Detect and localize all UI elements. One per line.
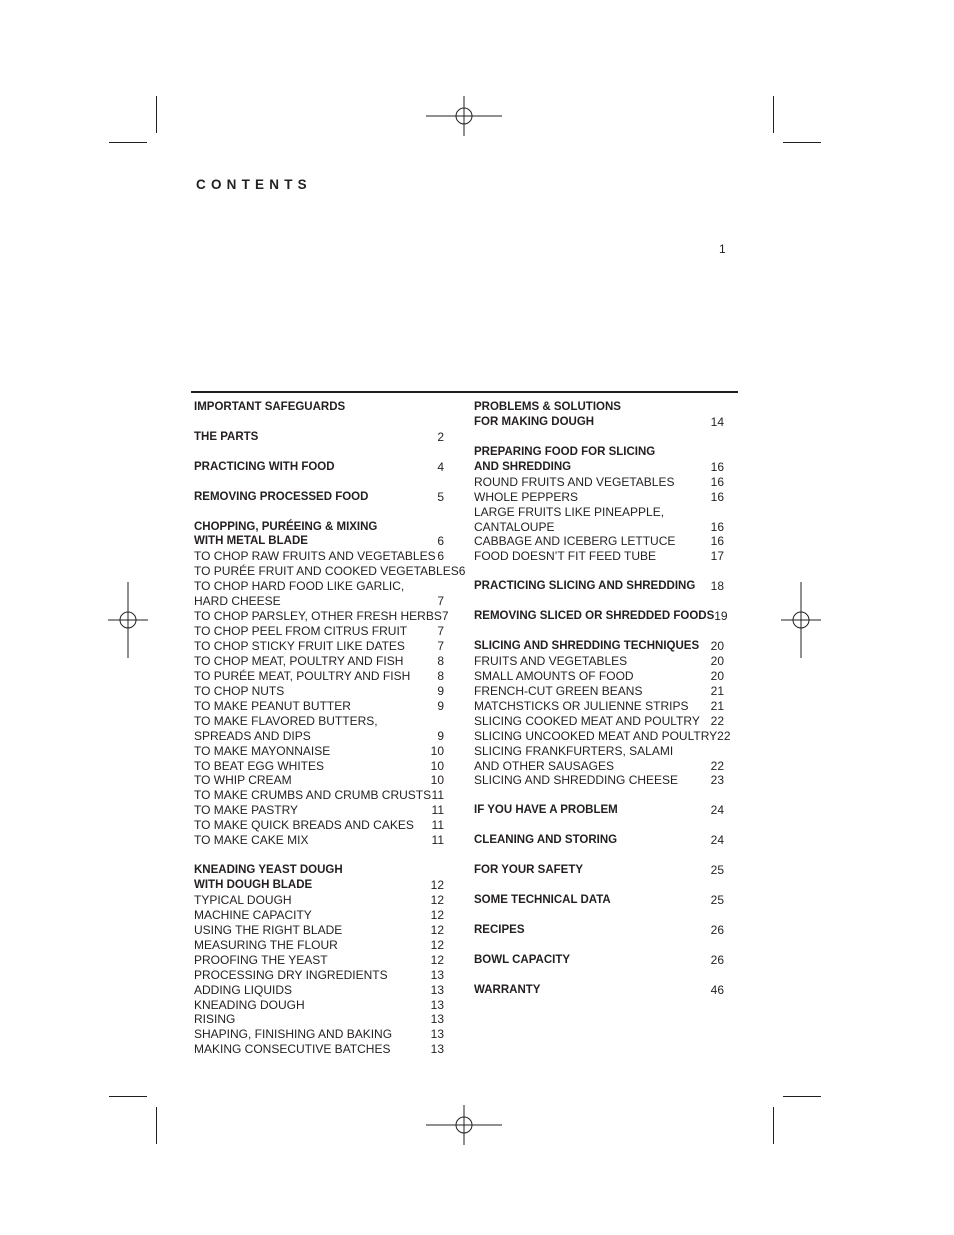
toc-entry (194, 564, 466, 579)
toc-entry (194, 714, 444, 729)
toc-entry (194, 549, 444, 564)
toc-entry (474, 534, 724, 549)
toc-entry (194, 639, 444, 654)
toc-entry-title: TO CHOP MEAT, POULTRY AND FISH (194, 653, 404, 668)
toc-entry-title: TO MAKE PASTRY (194, 803, 299, 818)
toc-entry-title: WHOLE PEPPERS (474, 489, 579, 504)
toc-entry-title: SOME TECHNICAL DATA (474, 893, 611, 906)
toc-entry-title: RISING (194, 1012, 236, 1027)
toc-entry-title: SLICING FRANKFURTERS, SALAMI (474, 743, 674, 758)
toc-entry-page: 24 (710, 803, 724, 818)
toc-entry-page: 12 (430, 952, 444, 967)
toc-entry-title: TO CHOP PARSLEY, OTHER FRESH HERBS (194, 609, 442, 624)
toc-entry (474, 699, 724, 714)
toc-entry (474, 490, 724, 505)
toc-entry (194, 953, 444, 968)
toc-entry (194, 609, 449, 624)
toc-entry-page: 5 (437, 489, 444, 504)
toc-entry-page: 10 (430, 773, 444, 788)
toc-entry-page: 26 (710, 952, 724, 967)
toc-entry-title: CABBAGE AND ICEBERG LETTUCE (474, 534, 676, 549)
toc-entry (194, 1042, 444, 1057)
toc-entry-title: FOR YOUR SAFETY (474, 864, 584, 877)
toc-entry-title: TO MAKE PEANUT BUTTER (194, 698, 351, 713)
toc-entry-page: 11 (431, 818, 444, 833)
toc-entry (474, 654, 724, 669)
page-title: CONTENTS (196, 177, 312, 192)
toc-entry-title: MATCHSTICKS OR JULIENNE STRIPS (474, 698, 689, 713)
toc-entry-title: MEASURING THE FLOUR (194, 937, 338, 952)
crop-mark-bottom-right-h (783, 1096, 821, 1097)
toc-entry (474, 893, 724, 908)
toc-entry-title: RECIPES (474, 923, 525, 936)
toc-entry (474, 714, 724, 729)
toc-entry-title: CLEANING AND STORING (474, 834, 618, 847)
toc-entry (474, 400, 724, 415)
toc-entry-title: TO MAKE FLAVORED BUTTERS, (194, 713, 378, 728)
toc-entry-page: 26 (710, 922, 724, 937)
toc-entry-page: 10 (430, 758, 444, 773)
toc-entry-page: 10 (430, 743, 444, 758)
toc-entry (194, 983, 444, 998)
toc-entry (474, 520, 724, 535)
toc-entry (474, 863, 724, 878)
toc-entry-title: CHOPPING, PURÉEING & MIXING (194, 520, 378, 533)
toc-entry-page: 11 (431, 788, 444, 803)
toc-entry (194, 773, 444, 788)
toc-entry-page: 20 (710, 639, 724, 653)
toc-entry-title: SMALL AMOUNTS OF FOOD (474, 668, 634, 683)
toc-entry-page: 13 (430, 997, 444, 1012)
toc-entry (474, 549, 724, 564)
toc-entry (194, 594, 444, 609)
toc-entry-title: TO CHOP STICKY FRUIT LIKE DATES (194, 639, 405, 653)
toc-entry-title: PREPARING FOOD FOR SLICING (474, 445, 656, 458)
toc-entry (474, 833, 724, 848)
toc-entry (194, 968, 444, 983)
toc-entry (474, 953, 724, 968)
toc-entry (474, 445, 724, 460)
toc-entry-title: HARD CHEESE (194, 594, 281, 609)
toc-entry-page: 6 (437, 549, 444, 564)
registration-mark-bottom-icon (426, 1105, 502, 1145)
toc-entry-title: MAKING CONSECUTIVE BATCHES (194, 1042, 391, 1057)
toc-entry-title: TO CHOP NUTS (194, 683, 285, 698)
toc-entry-title: PRACTICING WITH FOOD (194, 460, 335, 473)
toc-entry (194, 893, 444, 908)
toc-entry-title: CANTALOUPE (474, 519, 555, 534)
toc-entry-page: 7 (437, 594, 444, 609)
divider-rule (191, 391, 738, 393)
toc-entry-page: 16 (710, 459, 724, 474)
toc-entry-title: SPREADS AND DIPS (194, 728, 311, 743)
toc-entry-page: 21 (710, 683, 724, 698)
toc-entry (194, 624, 444, 639)
toc-entry (194, 699, 444, 714)
toc-entry-page: 13 (430, 1027, 444, 1042)
toc-entry (474, 983, 724, 998)
toc-entry (474, 773, 724, 788)
toc-entry (474, 460, 724, 475)
toc-entry-page: 12 (430, 878, 444, 892)
toc-entry-title: PROCESSING DRY INGREDIENTS (194, 967, 388, 982)
crop-mark-top-left-h (109, 142, 147, 143)
toc-entry-page: 24 (710, 833, 724, 848)
toc-entry (474, 728, 731, 744)
toc-entry-title: ADDING LIQUIDS (194, 982, 293, 997)
toc-entry (194, 1027, 444, 1042)
toc-entry-title: TO CHOP PEEL FROM CITRUS FRUIT (194, 624, 408, 639)
toc-entry (474, 669, 724, 684)
toc-entry-title: LARGE FRUITS LIKE PINEAPPLE, (474, 504, 665, 519)
toc-entry-page: 22 (710, 758, 724, 773)
toc-entry-page: 17 (710, 549, 724, 564)
crop-mark-top-left-v (156, 96, 157, 133)
toc-entry (194, 938, 444, 953)
toc-entry (474, 639, 724, 654)
toc-entry-page: 14 (710, 414, 724, 429)
toc-entry-page: 9 (437, 698, 444, 713)
toc-entry (474, 744, 724, 759)
toc-entry-page: 46 (710, 982, 724, 997)
toc-entry-page: 13 (430, 982, 444, 997)
toc-entry (474, 475, 724, 490)
toc-entry-title: FRUITS AND VEGETABLES (474, 653, 628, 668)
toc-entry-title: IMPORTANT SAFEGUARDS (194, 401, 346, 413)
toc-entry-page: 11 (431, 803, 444, 818)
toc-entry-title: BOWL CAPACITY (474, 953, 571, 966)
crop-mark-top-right-h (783, 142, 821, 143)
toc-entry (194, 803, 444, 818)
toc-entry-title: REMOVING SLICED OR SHREDDED FOODS (474, 610, 715, 623)
toc-entry (194, 833, 444, 848)
toc-entry-title: THE PARTS (194, 430, 259, 443)
toc-entry-page: 16 (710, 474, 724, 489)
toc-entry-page: 6 (437, 534, 444, 549)
toc-entry (194, 669, 444, 684)
toc-entry-title: PROOFING THE YEAST (194, 952, 328, 967)
toc-entry (194, 863, 444, 878)
crop-mark-top-right-v (773, 96, 774, 133)
toc-entry (194, 878, 444, 893)
toc-entry-page: 6 (458, 564, 466, 579)
toc-entry-page: 22 (710, 713, 724, 728)
toc-entry-title: FOOD DOESN’T FIT FEED TUBE (474, 549, 657, 564)
toc-entry-page: 12 (430, 937, 444, 952)
toc-entry-title: SLICING COOKED MEAT AND POULTRY (474, 713, 700, 728)
crop-mark-bottom-left-v (156, 1107, 157, 1144)
toc-entry-page: 16 (710, 534, 724, 549)
toc-entry-page: 20 (710, 668, 724, 683)
toc-entry-title: TO CHOP RAW FRUITS AND VEGETABLES (194, 549, 436, 564)
toc-entry (474, 609, 728, 624)
toc-entry-title: TO PURÉE MEAT, POULTRY AND FISH (194, 668, 411, 683)
toc-entry (194, 923, 444, 938)
crop-mark-bottom-left-h (109, 1096, 147, 1097)
toc-entry (474, 579, 724, 594)
toc-entry-page: 8 (437, 668, 444, 683)
toc-entry-title: IF YOU HAVE A PROBLEM (474, 804, 618, 817)
toc-entry-title: TO MAKE MAYONNAISE (194, 743, 331, 758)
toc-entry-page: 13 (430, 1042, 444, 1057)
toc-entry-title: WITH METAL BLADE (194, 535, 308, 548)
toc-entry-title: TO MAKE QUICK BREADS AND CAKES (194, 818, 414, 833)
toc-entry-title: PROBLEMS & SOLUTIONS (474, 401, 621, 413)
toc-entry-page: 9 (437, 728, 444, 743)
toc-entry-title: SLICING AND SHREDDING CHEESE (474, 773, 679, 788)
toc-entry (194, 430, 444, 445)
toc-right-column (474, 400, 731, 998)
toc-entry (474, 505, 724, 520)
toc-entry-title: AND SHREDDING (474, 460, 572, 473)
toc-entry-page: 9 (437, 683, 444, 698)
toc-entry-page: 22 (717, 728, 731, 743)
toc-entry (194, 788, 444, 803)
toc-entry-page: 16 (710, 519, 724, 534)
toc-entry-title: REMOVING PROCESSED FOOD (194, 490, 369, 503)
toc-entry-page: 18 (710, 579, 724, 594)
toc-entry-title: KNEADING DOUGH (194, 997, 305, 1012)
toc-entry-page: 7 (441, 609, 449, 624)
toc-entry-title: FOR MAKING DOUGH (474, 415, 595, 428)
toc-entry (194, 534, 444, 549)
toc-entry-page: 12 (430, 892, 444, 907)
toc-entry-title: FRENCH-CUT GREEN BEANS (474, 683, 643, 698)
toc-entry (194, 460, 444, 475)
toc-entry-page: 7 (437, 624, 444, 639)
toc-entry-page: 25 (710, 863, 724, 878)
toc-entry-page: 23 (710, 773, 724, 788)
toc-entry-title: KNEADING YEAST DOUGH (194, 864, 343, 877)
registration-mark-top-icon (426, 96, 502, 136)
toc-entry-title: SLICING UNCOOKED MEAT AND POULTRY (474, 728, 718, 743)
toc-entry-title: MACHINE CAPACITY (194, 907, 312, 922)
toc-entry-page: 4 (437, 459, 444, 474)
toc-entry (474, 803, 724, 818)
toc-entry (194, 908, 444, 923)
toc-entry-page: 13 (430, 967, 444, 982)
toc-entry-page: 12 (430, 907, 444, 922)
toc-entry-title: TO PURÉE FRUIT AND COOKED VEGETABLES (194, 564, 459, 579)
toc-entry-title: WITH DOUGH BLADE (194, 879, 313, 891)
toc-entry-title: AND OTHER SAUSAGES (474, 758, 615, 773)
toc-entry-page: 13 (430, 1012, 444, 1027)
toc-entry-title: USING THE RIGHT BLADE (194, 922, 343, 937)
toc-entry-page: 25 (710, 892, 724, 907)
toc-entry-title: ROUND FRUITS AND VEGETABLES (474, 474, 675, 489)
toc-entry-page: 11 (431, 833, 444, 848)
toc-entry (194, 729, 444, 744)
toc-entry (194, 654, 444, 669)
toc-entry-title: PRACTICING SLICING AND SHREDDING (474, 580, 696, 593)
toc-entry (194, 520, 444, 535)
toc-entry-page: 8 (437, 653, 444, 668)
toc-entry-page: 21 (710, 698, 724, 713)
toc-entry-title: TO MAKE CAKE MIX (194, 833, 309, 848)
registration-mark-left-icon (108, 582, 148, 658)
toc-entry (474, 923, 724, 938)
toc-entry-title: TYPICAL DOUGH (194, 892, 292, 907)
toc-left-column (194, 400, 466, 1057)
toc-entry-page: 16 (710, 489, 724, 504)
toc-entry (474, 759, 724, 774)
toc-entry-title: SHAPING, FINISHING AND BAKING (194, 1027, 393, 1042)
page-number: 1 (719, 242, 726, 256)
crop-mark-bottom-right-v (773, 1107, 774, 1144)
toc-entry (194, 998, 444, 1013)
toc-entry-title: TO CHOP HARD FOOD LIKE GARLIC, (194, 579, 405, 594)
toc-entry (194, 818, 444, 833)
toc-entry (474, 415, 724, 430)
toc-entry-page: 7 (437, 639, 444, 653)
toc-entry-page: 2 (437, 429, 444, 444)
toc-entry (194, 490, 444, 505)
toc-entry (194, 759, 444, 774)
toc-entry-page: 20 (710, 653, 724, 668)
toc-entry (194, 684, 444, 699)
toc-entry-page: 19 (714, 609, 728, 624)
toc-entry-title: SLICING AND SHREDDING TECHNIQUES (474, 640, 700, 652)
toc-entry (194, 579, 444, 594)
toc-entry-title: TO MAKE CRUMBS AND CRUMB CRUSTS (194, 788, 432, 803)
toc-entry (194, 744, 444, 759)
toc-entry-title: TO WHIP CREAM (194, 773, 292, 788)
toc-entry-title: WARRANTY (474, 983, 541, 996)
toc-entry (194, 1012, 444, 1027)
toc-entry-page: 12 (430, 922, 444, 937)
toc-entry (194, 400, 444, 415)
registration-mark-right-icon (781, 582, 821, 658)
toc-entry (474, 684, 724, 699)
toc-entry-title: TO BEAT EGG WHITES (194, 758, 325, 773)
